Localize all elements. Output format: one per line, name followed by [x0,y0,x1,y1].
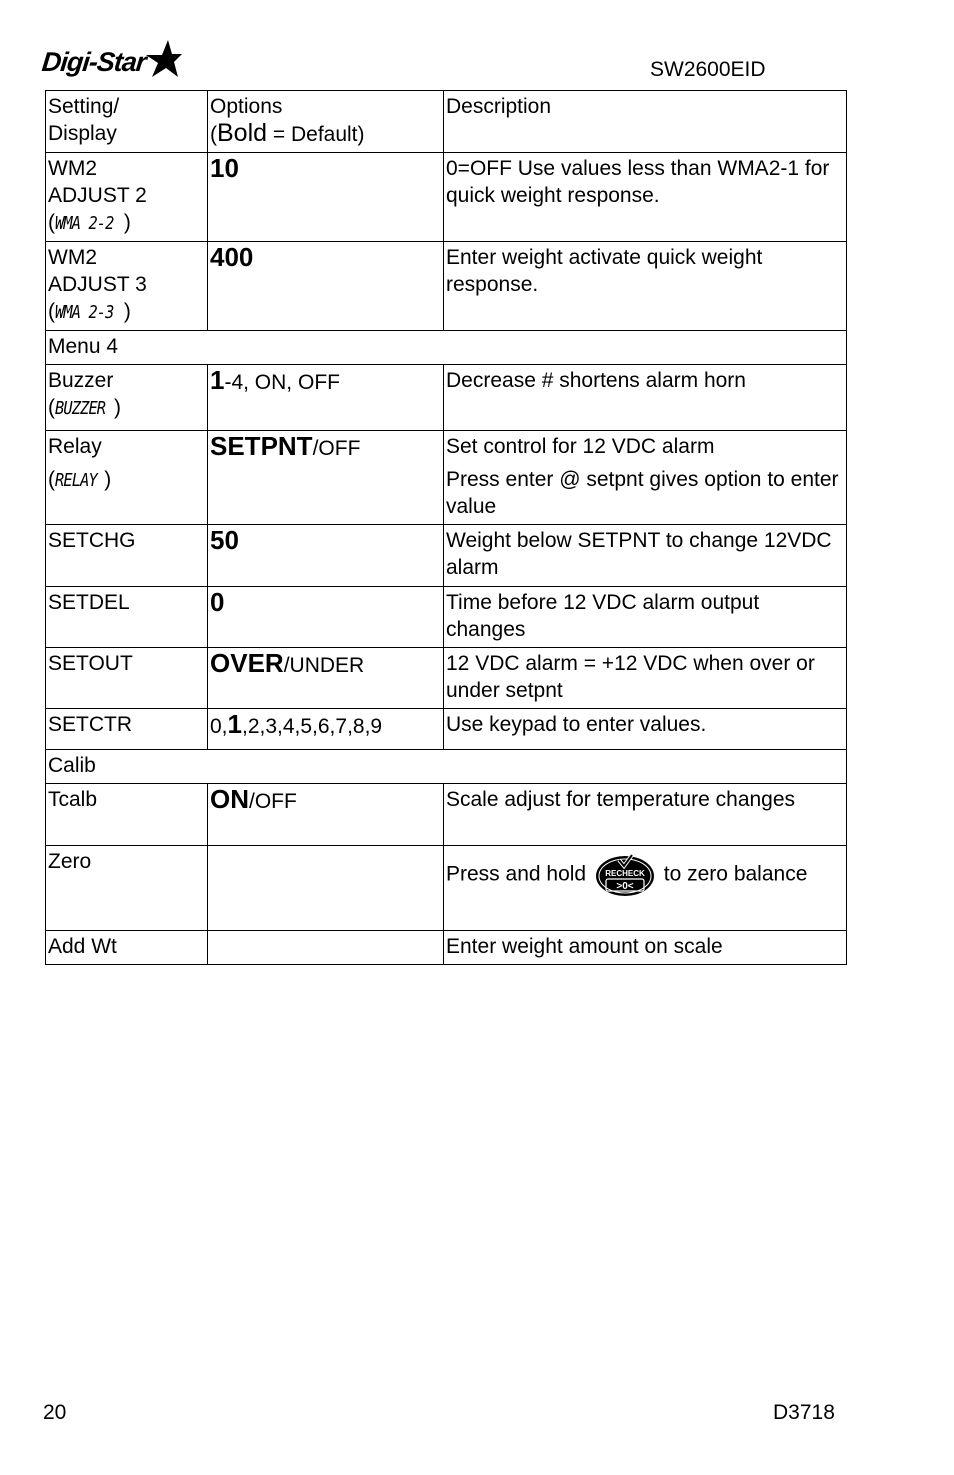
setting-name-line2: ADJUST 3 [48,273,147,296]
setting-name-line2: ADJUST 2 [48,184,147,207]
other-options: /OFF [312,437,361,460]
table-row [46,846,847,931]
other-options: ,2,3,4,5,6,7,8,9 [241,715,383,738]
default-option: 10 [210,153,239,183]
default-option: 1 [210,365,225,395]
setting-name: Relay [48,435,102,458]
header-paren: ( [210,123,217,146]
lcd-text: RELAY [55,470,97,491]
description-cell: Scale adjust for temperature changes [444,784,847,846]
lcd-text: WMA 2-3 [55,302,114,323]
setting-cell: SETCHG [46,525,208,587]
table-header-row [46,91,847,153]
setting-name: Buzzer [48,369,114,392]
option-cell [208,525,444,587]
setting-cell: SETOUT [46,648,208,709]
header-options [208,91,444,153]
description-cell: Time before 12 VDC alarm output changes [444,587,847,648]
display-code: (BUZZER ) [48,394,205,422]
header-bold-word: Bold [217,119,268,147]
description-line: Set control for 12 VDC alarm [446,435,715,458]
section-row-calib [46,750,847,784]
header-setting-line1: Setting/ [48,95,120,118]
description-cell: 0=OFF Use values less than WMA2-1 for quick weight response. [444,153,847,242]
display-code: (RELAY ) [48,466,205,494]
table-row [46,709,847,750]
default-option: OVER [210,648,284,678]
description-cell: Enter weight activate quick weight response. [444,242,847,331]
setting-cell: SETDEL [46,587,208,648]
setting-cell [46,365,208,431]
header-options-line2 [210,120,441,148]
setting-cell: Zero [46,846,208,931]
setting-name: WM2 [48,157,97,180]
other-options: /UNDER [283,654,365,677]
other-options: -4, ON, OFF [224,371,340,394]
document-code: D3718 [773,1401,835,1424]
option-cell [208,242,444,331]
setting-cell [46,153,208,242]
display-code: (WMA 2-2 ) [48,209,205,237]
header-setting [46,91,208,153]
table-row [46,365,847,431]
section-title-menu4: Menu 4 [46,331,847,365]
table-row [46,784,847,846]
option-cell [208,846,444,931]
default-option: 0 [210,587,225,617]
default-option: ON [210,784,249,814]
default-option: 1 [227,709,242,739]
option-cell [208,648,444,709]
option-cell [208,431,444,525]
lcd-text: BUZZER [55,398,106,419]
table-row [46,242,847,331]
option-cell [208,931,444,965]
section-row-menu4 [46,331,847,365]
description-cell [444,431,847,525]
header-setting-line2: Display [48,122,117,145]
description-cell: Decrease # shortens alarm horn [444,365,847,431]
star-icon [142,39,182,79]
setting-name: WM2 [48,246,97,269]
other-options: 0, [210,715,228,738]
setting-cell: Add Wt [46,931,208,965]
description-text: to zero balance [663,862,808,886]
setting-cell: SETCTR [46,709,208,750]
description-cell [444,846,847,931]
default-option: SETPNT [210,431,313,461]
header-description: Description [444,91,847,153]
option-cell [208,153,444,242]
header-default-text: = Default) [267,123,365,146]
table-row [46,931,847,965]
option-cell [208,365,444,431]
display-code: (WMA 2-3 ) [48,298,205,326]
model-number: SW2600EID [650,58,766,81]
table-row [46,648,847,709]
setting-cell: Tcalb [46,784,208,846]
default-option: 50 [210,525,239,555]
description-cell: 12 VDC alarm = +12 VDC when over or under setpnt [444,648,847,709]
settings-table [45,90,847,965]
default-option: 400 [210,242,254,272]
setting-cell [46,431,208,525]
option-cell [208,709,444,750]
description-line: Press enter @ setpnt gives option to enter value [446,468,839,518]
section-title-calib: Calib [46,750,847,784]
description-cell: Use keypad to enter values. [444,709,847,750]
digistar-logo [42,42,182,82]
other-options: /OFF [249,790,297,813]
table-row [46,587,847,648]
lcd-text: WMA 2-2 [55,213,114,234]
option-cell [208,784,444,846]
description-cell: Weight below SETPNT to change 12VDC alarm [444,525,847,587]
page-number: 20 [43,1401,67,1424]
table-row [46,153,847,242]
logo-text: Digi-Star [40,46,148,77]
table-row [46,431,847,525]
header-options-line1: Options [210,95,283,118]
option-cell [208,587,444,648]
recheck-zero-button-icon [594,852,656,898]
description-cell: Enter weight amount on scale [444,931,847,965]
setting-cell [46,242,208,331]
description-text: Press and hold [446,862,587,886]
zero-label: >0< [616,881,634,892]
recheck-label: RECHECK [605,869,645,878]
table-row [46,525,847,587]
